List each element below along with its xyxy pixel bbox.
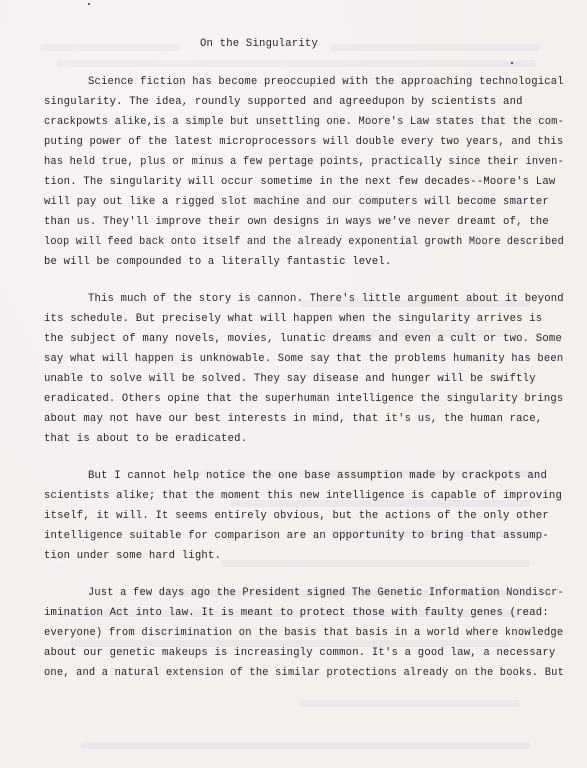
text-line: one, and a natural extension of the similar protections already on the books. But bbox=[44, 667, 564, 679]
text-line: unable to solve will be solved. They say disease and hunger will be swiftly bbox=[44, 373, 536, 385]
text-line: be will be compounded to a literally fantastic level. bbox=[44, 256, 392, 268]
text-line: tion. The singularity will occur sometime in the next few decades--Moore's Law bbox=[44, 176, 556, 188]
text-line: that is about to be eradicated. bbox=[44, 433, 248, 445]
text-line: puting power of the latest microprocessors will double every two years, and this bbox=[44, 136, 564, 148]
text-line: has held true, plus or minus a few pertage points, practically since their inven- bbox=[44, 156, 564, 168]
text-line: everyone) from discrimination on the basis that basis in a world where knowledge bbox=[44, 627, 564, 639]
text-line: loop will feed back onto itself and the already exponential growth Moore described bbox=[44, 236, 564, 248]
text-line: crackpowts alike,is a simple but unsettling one. Moore's Law states that the com- bbox=[44, 116, 564, 128]
text-line: imination Act into law. It is meant to protect those with faulty genes (read: bbox=[44, 607, 549, 619]
text-line: Science fiction has become preoccupied with the approaching technological bbox=[88, 76, 564, 88]
text-line: say what will happen is unknowable. Some say that the problems humanity has been bbox=[44, 353, 564, 365]
ink-speck bbox=[88, 3, 90, 5]
text-line: But I cannot help notice the one base assumption made by crackpots and bbox=[88, 470, 548, 482]
text-line: its schedule. But precisely what will happen when the singularity arrives is bbox=[44, 313, 543, 325]
text-line: Just a few days ago the President signed The Genetic Information Nondiscr- bbox=[88, 587, 565, 599]
text-line: singularity. The idea, roundly supported and agreedupon by scientists and bbox=[44, 96, 523, 108]
text-line: intelligence suitable for comparison are an opportunity to bring that assump- bbox=[44, 530, 549, 542]
text-line: the subject of many novels, movies, lunatic dreams and even a cult or two. Some bbox=[44, 333, 563, 345]
text-line: about may not have our best interests in mind, that it's us, the human race, bbox=[44, 413, 543, 425]
text-line: tion under some hard light. bbox=[44, 550, 222, 562]
text-line: eradicated. Others opine that the superhuman intelligence the singularity brings bbox=[44, 393, 564, 405]
text-line: This much of the story is cannon. There's little argument about it beyond bbox=[88, 293, 564, 305]
document-title: On the Singularity bbox=[200, 38, 319, 50]
text-line: than us. They'll improve their own designs in ways we've never dreamt of, the bbox=[44, 216, 549, 228]
text-line: about our genetic makeups is increasingly common. It's a good law, a necessary bbox=[44, 647, 556, 659]
text-line: will pay out like a rigged slot machine and our computers will become smarter bbox=[44, 196, 549, 208]
text-line: itself, it will. It seems entirely obvious, but the actions of the only other bbox=[44, 510, 549, 522]
text-line: scientists alike; that the moment this new intelligence is capable of improving bbox=[44, 490, 563, 502]
ink-speck bbox=[511, 62, 513, 64]
